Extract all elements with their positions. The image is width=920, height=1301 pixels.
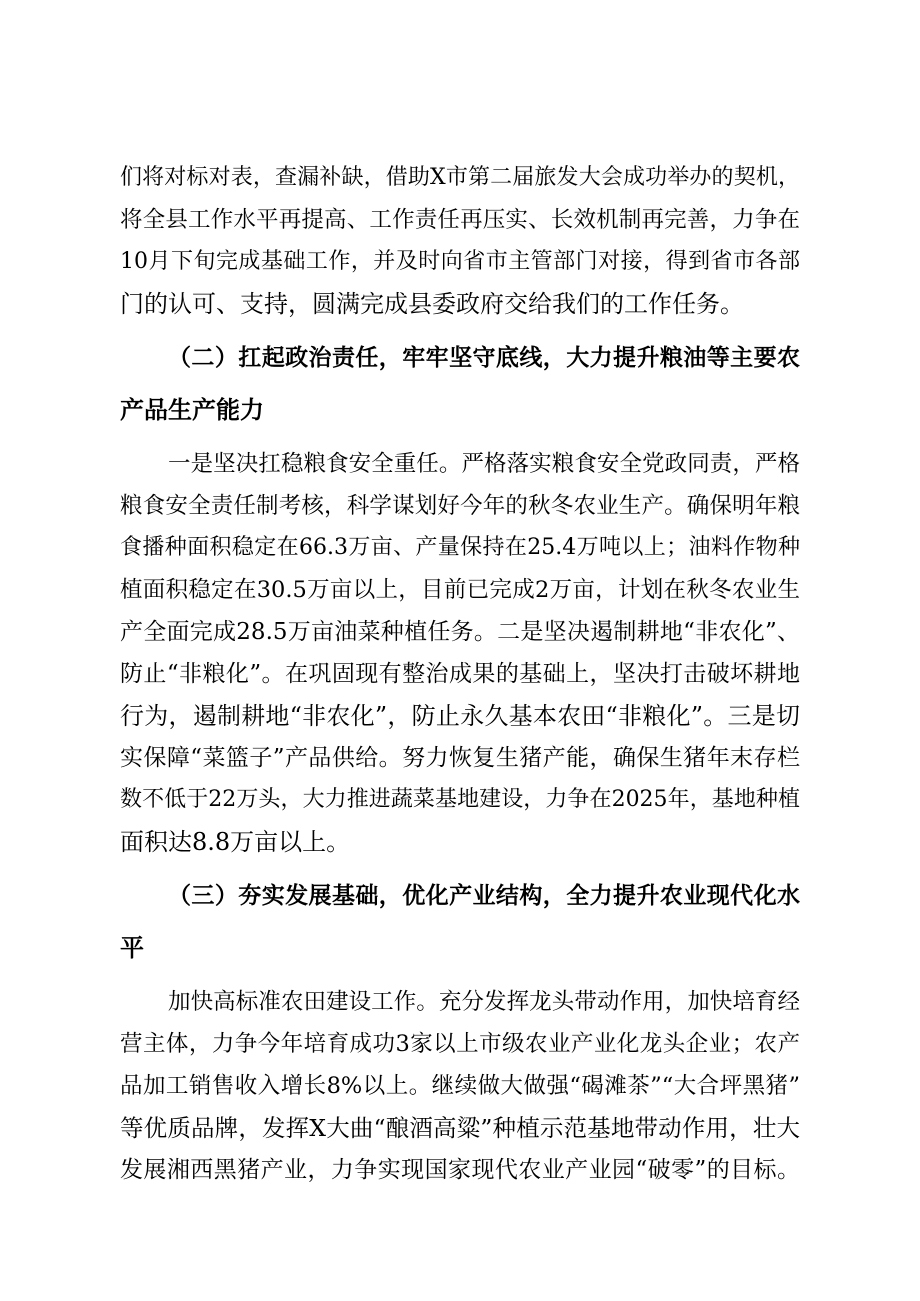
paragraph-2-line-1: 一是坚决扛稳粮食安全重任。严格落实粮食安全党政同责，严格: [168, 451, 800, 477]
paragraph-2-line-8: 实保障“菜篮子”产品供给。努力恢复生猪产能，确保生猪年末存栏: [120, 745, 800, 771]
section-heading-3-line-1: （三）夯实发展基础，优化产业结构，全力提升农业现代化水: [168, 882, 800, 909]
section-heading-2-line-1: （二）扛起政治责任，牢牢坚守底线，大力提升粮油等主要农: [168, 344, 800, 371]
paragraph-1-line-1: 们将对标对表，查漏补缺，借助X市第二届旅发大会成功举办的契机，: [120, 165, 800, 190]
paragraph-3-line-4: 等优质品牌，发挥X大曲“酿酒高粱”种植示范基地带动作用，壮大: [120, 1114, 800, 1142]
paragraph-2-line-2: 粮食安全责任制考核，科学谋划好今年的秋冬农业生产。确保明年粮: [120, 493, 800, 519]
paragraph-2-line-9: 数不低于22万头，大力推进蔬菜基地建设，力争在2025年，基地种植: [120, 787, 800, 812]
paragraph-2-line-3: 食播种面积稳定在66.3万亩、产量保持在25.4万吨以上；油料作物种: [120, 535, 800, 560]
paragraph-2-line-7: 行为，遏制耕地“非农化”，防止永久基本农田“非粮化”。三是切: [120, 702, 800, 730]
paragraph-1-line-3: 10月下旬完成基础工作，并及时向省市主管部门对接，得到省市各部: [120, 249, 800, 274]
paragraph-3-line-3: 品加工销售收入增长8%以上。继续做大做强“碣滩茶”“大合坪黑猪”: [120, 1073, 800, 1099]
paragraph-2-line-5: 产全面完成28.5万亩油菜种植任务。二是坚决遏制耕地“非农化”、: [120, 619, 800, 645]
paragraph-2-line-6: 防止“非粮化”。在巩固现有整治成果的基础上，坚决打击破坏耕地: [120, 661, 800, 687]
section-heading-2-line-2: 产品生产能力: [120, 395, 264, 424]
paragraph-1-line-4: 门的认可、支持，圆满完成县委政府交给我们的工作任务。: [120, 290, 744, 318]
paragraph-3-line-5: 发展湘西黑猪产业，力争实现国家现代农业产业园“破零”的目标。: [120, 1157, 800, 1183]
paragraph-2-line-10: 面积达8.8万亩以上。: [120, 828, 351, 856]
paragraph-2-line-4: 植面积稳定在30.5万亩以上，目前已完成2万亩，计划在秋冬农业生: [120, 577, 800, 603]
paragraph-3-line-1: 加快高标准农田建设工作。充分发挥龙头带动作用，加快培育经: [168, 989, 800, 1015]
section-heading-3-line-2: 平: [120, 933, 144, 962]
paragraph-1-line-2: 将全县工作水平再提高、工作责任再压实、长效机制再完善，力争在: [120, 207, 800, 233]
paragraph-3-line-2: 营主体，力争今年培育成功3家以上市级农业产业化龙头企业；农产: [120, 1031, 800, 1057]
